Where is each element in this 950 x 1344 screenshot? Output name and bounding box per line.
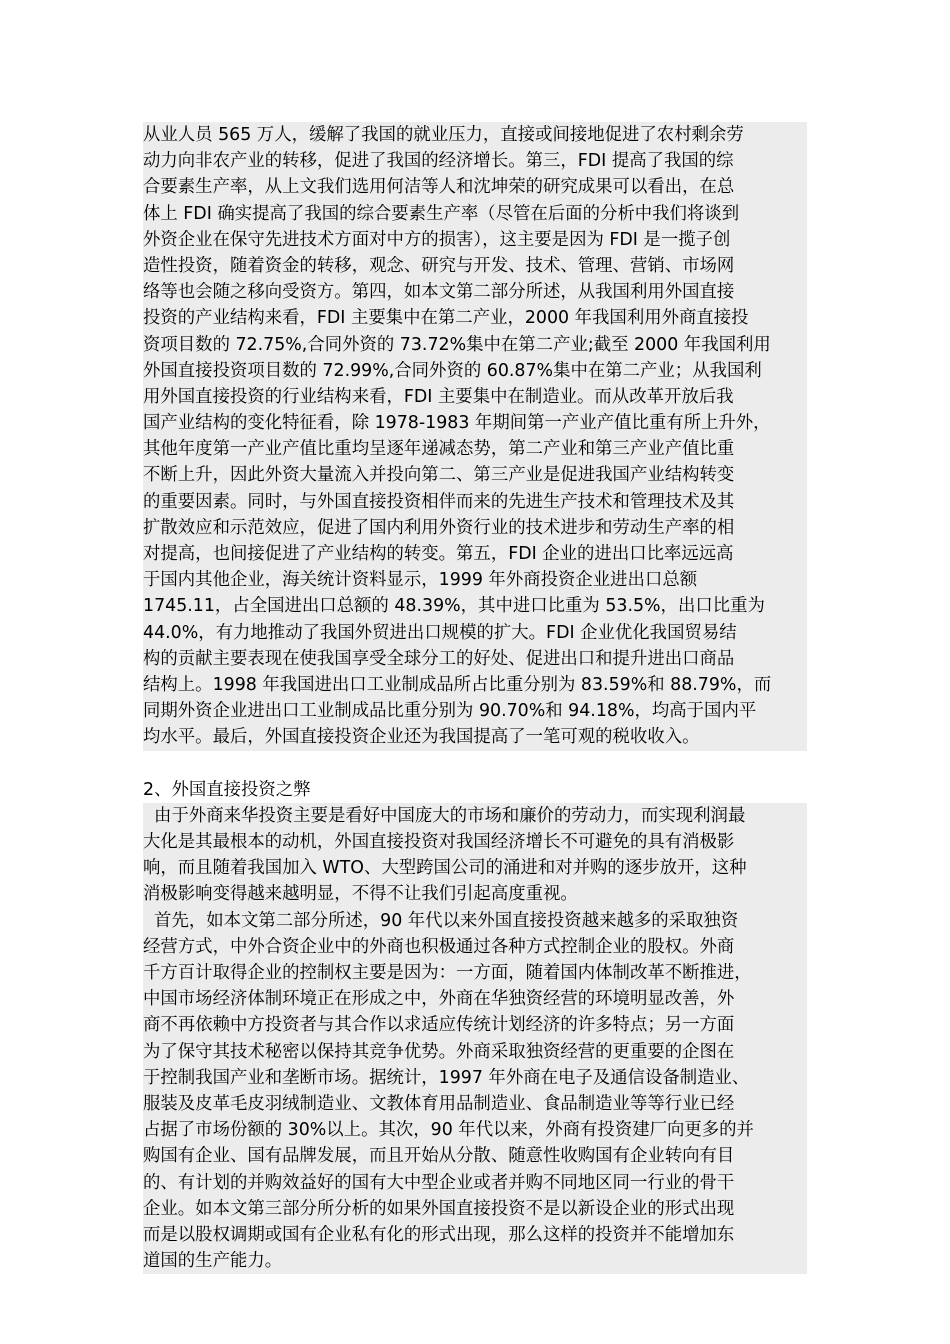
section-heading: 2、外国直接投资之弊 (143, 779, 311, 800)
text-line: 的、有计划的并购效益好的国有大中型企业或者并购不同地区同一行业的骨干 (143, 1172, 735, 1193)
text-line: 于控制我国产业和垄断市场。据统计，1997 年外商在电子及通信设备制造业、 (143, 1067, 750, 1088)
paragraph-fdi-drawbacks-first (143, 908, 807, 1275)
text-line: 首先，如本文第二部分所述，90 年代以来外国直接投资越来越多的采取独资 (143, 910, 739, 931)
text-line: 外资企业在保守先进技术方面对中方的损害），这主要是因为 FDI 是一揽子创 (143, 229, 731, 250)
text-line: 体上 FDI 确实提高了我国的综合要素生产率（尽管在后面的分析中我们将谈到 (143, 203, 740, 224)
text-line: 动力向非农产业的转移，促进了我国的经济增长。第三，FDI 提高了我国的综 (143, 151, 734, 172)
text-line: 扩散效应和示范效应，促进了国内利用外资行业的技术进步和劳动生产率的相 (143, 517, 735, 538)
text-line: 的重要因素。同时，与外国直接投资相伴而来的先进生产技术和管理技术及其 (143, 491, 735, 512)
text-line: 44.0%，有力地推动了我国外贸进出口规模的扩大。FDI 企业优化我国贸易结 (143, 622, 737, 643)
text-line: 响，而且随着我国加入 WTO、大型跨国公司的涌进和对并购的逐步放开，这种 (143, 858, 747, 879)
text-line: 中国市场经济体制环境正在形成之中，外商在华独资经营的环境明显改善，外 (143, 989, 735, 1010)
text-line: 服装及皮革毛皮羽绒制造业、文教体育用品制造业、食品制造业等等行业已经 (143, 1093, 735, 1114)
text-line: 合要素生产率，从上文我们选用何洁等人和沈坤荣的研究成果可以看出，在总 (143, 177, 735, 198)
text-line: 于国内其他企业，海关统计资料显示，1999 年外商投资企业进出口总额 (143, 570, 698, 591)
paragraph-fdi-benefits (143, 122, 807, 751)
text-line: 国产业结构的变化特征看，除 1978-1983 年期间第一产业产值比重有所上升外， (143, 413, 771, 434)
text-line: 络等也会随之移向受资方。第四，如本文第二部分所述，从我国利用外国直接 (143, 282, 735, 303)
text-line: 1745.11，占全国进出口总额的 48.39%，其中进口比重为 53.5%，出口比重为 (143, 596, 765, 617)
text-line: 千方百计取得企业的控制权主要是因为：一方面，随着国内体制改革不断推进， (143, 963, 752, 983)
text-line: 而是以股权调期或国有企业私有化的形式出现，那么这样的投资并不能增加东 (143, 1224, 735, 1245)
text-line: 结构上。1998 年我国进出口工业制成品所占比重分别为 83.59%和 88.79%，而 (143, 674, 772, 695)
document-body (143, 122, 807, 1274)
text-line: 不断上升，因此外资大量流入并投向第二、第三产业是促进我国产业结构转变 (143, 465, 735, 486)
text-line: 造性投资，随着资金的转移，观念、研究与开发、技术、管理、营销、市场网 (143, 255, 735, 276)
text-line: 道国的生产能力。 (143, 1251, 283, 1272)
text-line: 其他年度第一产业产值比重均呈逐年递减态势，第二产业和第三产业产值比重 (143, 439, 735, 460)
text-line: 大化是其最根本的动机，外国直接投资对我国经济增长不可避免的具有消极影 (143, 832, 735, 853)
text-line: 企业。如本文第三部分所分析的如果外国直接投资不是以新设企业的形式出现 (143, 1198, 735, 1219)
text-line: 消极影响变得越来越明显，不得不让我们引起高度重视。 (143, 884, 578, 905)
blank-line (143, 751, 807, 777)
text-line: 占据了市场份额的 30%以上。其次，90 年代以来，外商有投资建厂向更多的并 (143, 1120, 754, 1141)
text-line: 构的贡献主要表现在使我国享受全球分工的好处、促进出口和提升进出口商品 (143, 648, 735, 669)
text-line: 由于外商来华投资主要是看好中国庞大的市场和廉价的劳动力，而实现利润最 (143, 805, 746, 826)
text-line: 用外国直接投资的行业结构来看，FDI 主要集中在制造业。而从改革开放后我 (143, 386, 734, 407)
text-line: 对提高，也间接促进了产业结构的转变。第五，FDI 企业的进出口比率远远高 (143, 544, 734, 564)
text-line: 同期外资企业进出口工业制成品比重分别为 90.70%和 94.18%，均高于国内平 (143, 701, 757, 722)
text-line: 商不再依赖中方投资者与其合作以求适应传统计划经济的许多特点；另一方面 (143, 1015, 735, 1036)
text-line: 均水平。最后，外国直接投资企业还为我国提高了一笔可观的税收收入。 (143, 727, 700, 748)
paragraph-fdi-drawbacks-intro (143, 803, 807, 908)
text-line: 从业人员 565 万人，缓解了我国的就业压力，直接或间接地促进了农村剩余劳 (143, 125, 744, 145)
text-line: 外国直接投资项目数的 72.99%,合同外资的 60.87%集中在第二产业；从我国利 (143, 360, 762, 381)
text-line: 投资的产业结构来看，FDI 主要集中在第二产业，2000 年我国利用外商直接投 (143, 308, 749, 329)
text-line: 为了保守其技术秘密以保持其竞争优势。外商采取独资经营的更重要的企图在 (143, 1041, 735, 1062)
text-line: 经营方式，中外合资企业中的外商也积极通过各种方式控制企业的股权。外商 (143, 936, 735, 957)
text-line: 资项目数的 72.75%,合同外资的 73.72%集中在第二产业;截至 2000 年我国利用 (143, 334, 771, 355)
text-line: 购国有企业、国有品牌发展，而且开始从分散、随意性收购国有企业转向有目 (143, 1146, 735, 1167)
